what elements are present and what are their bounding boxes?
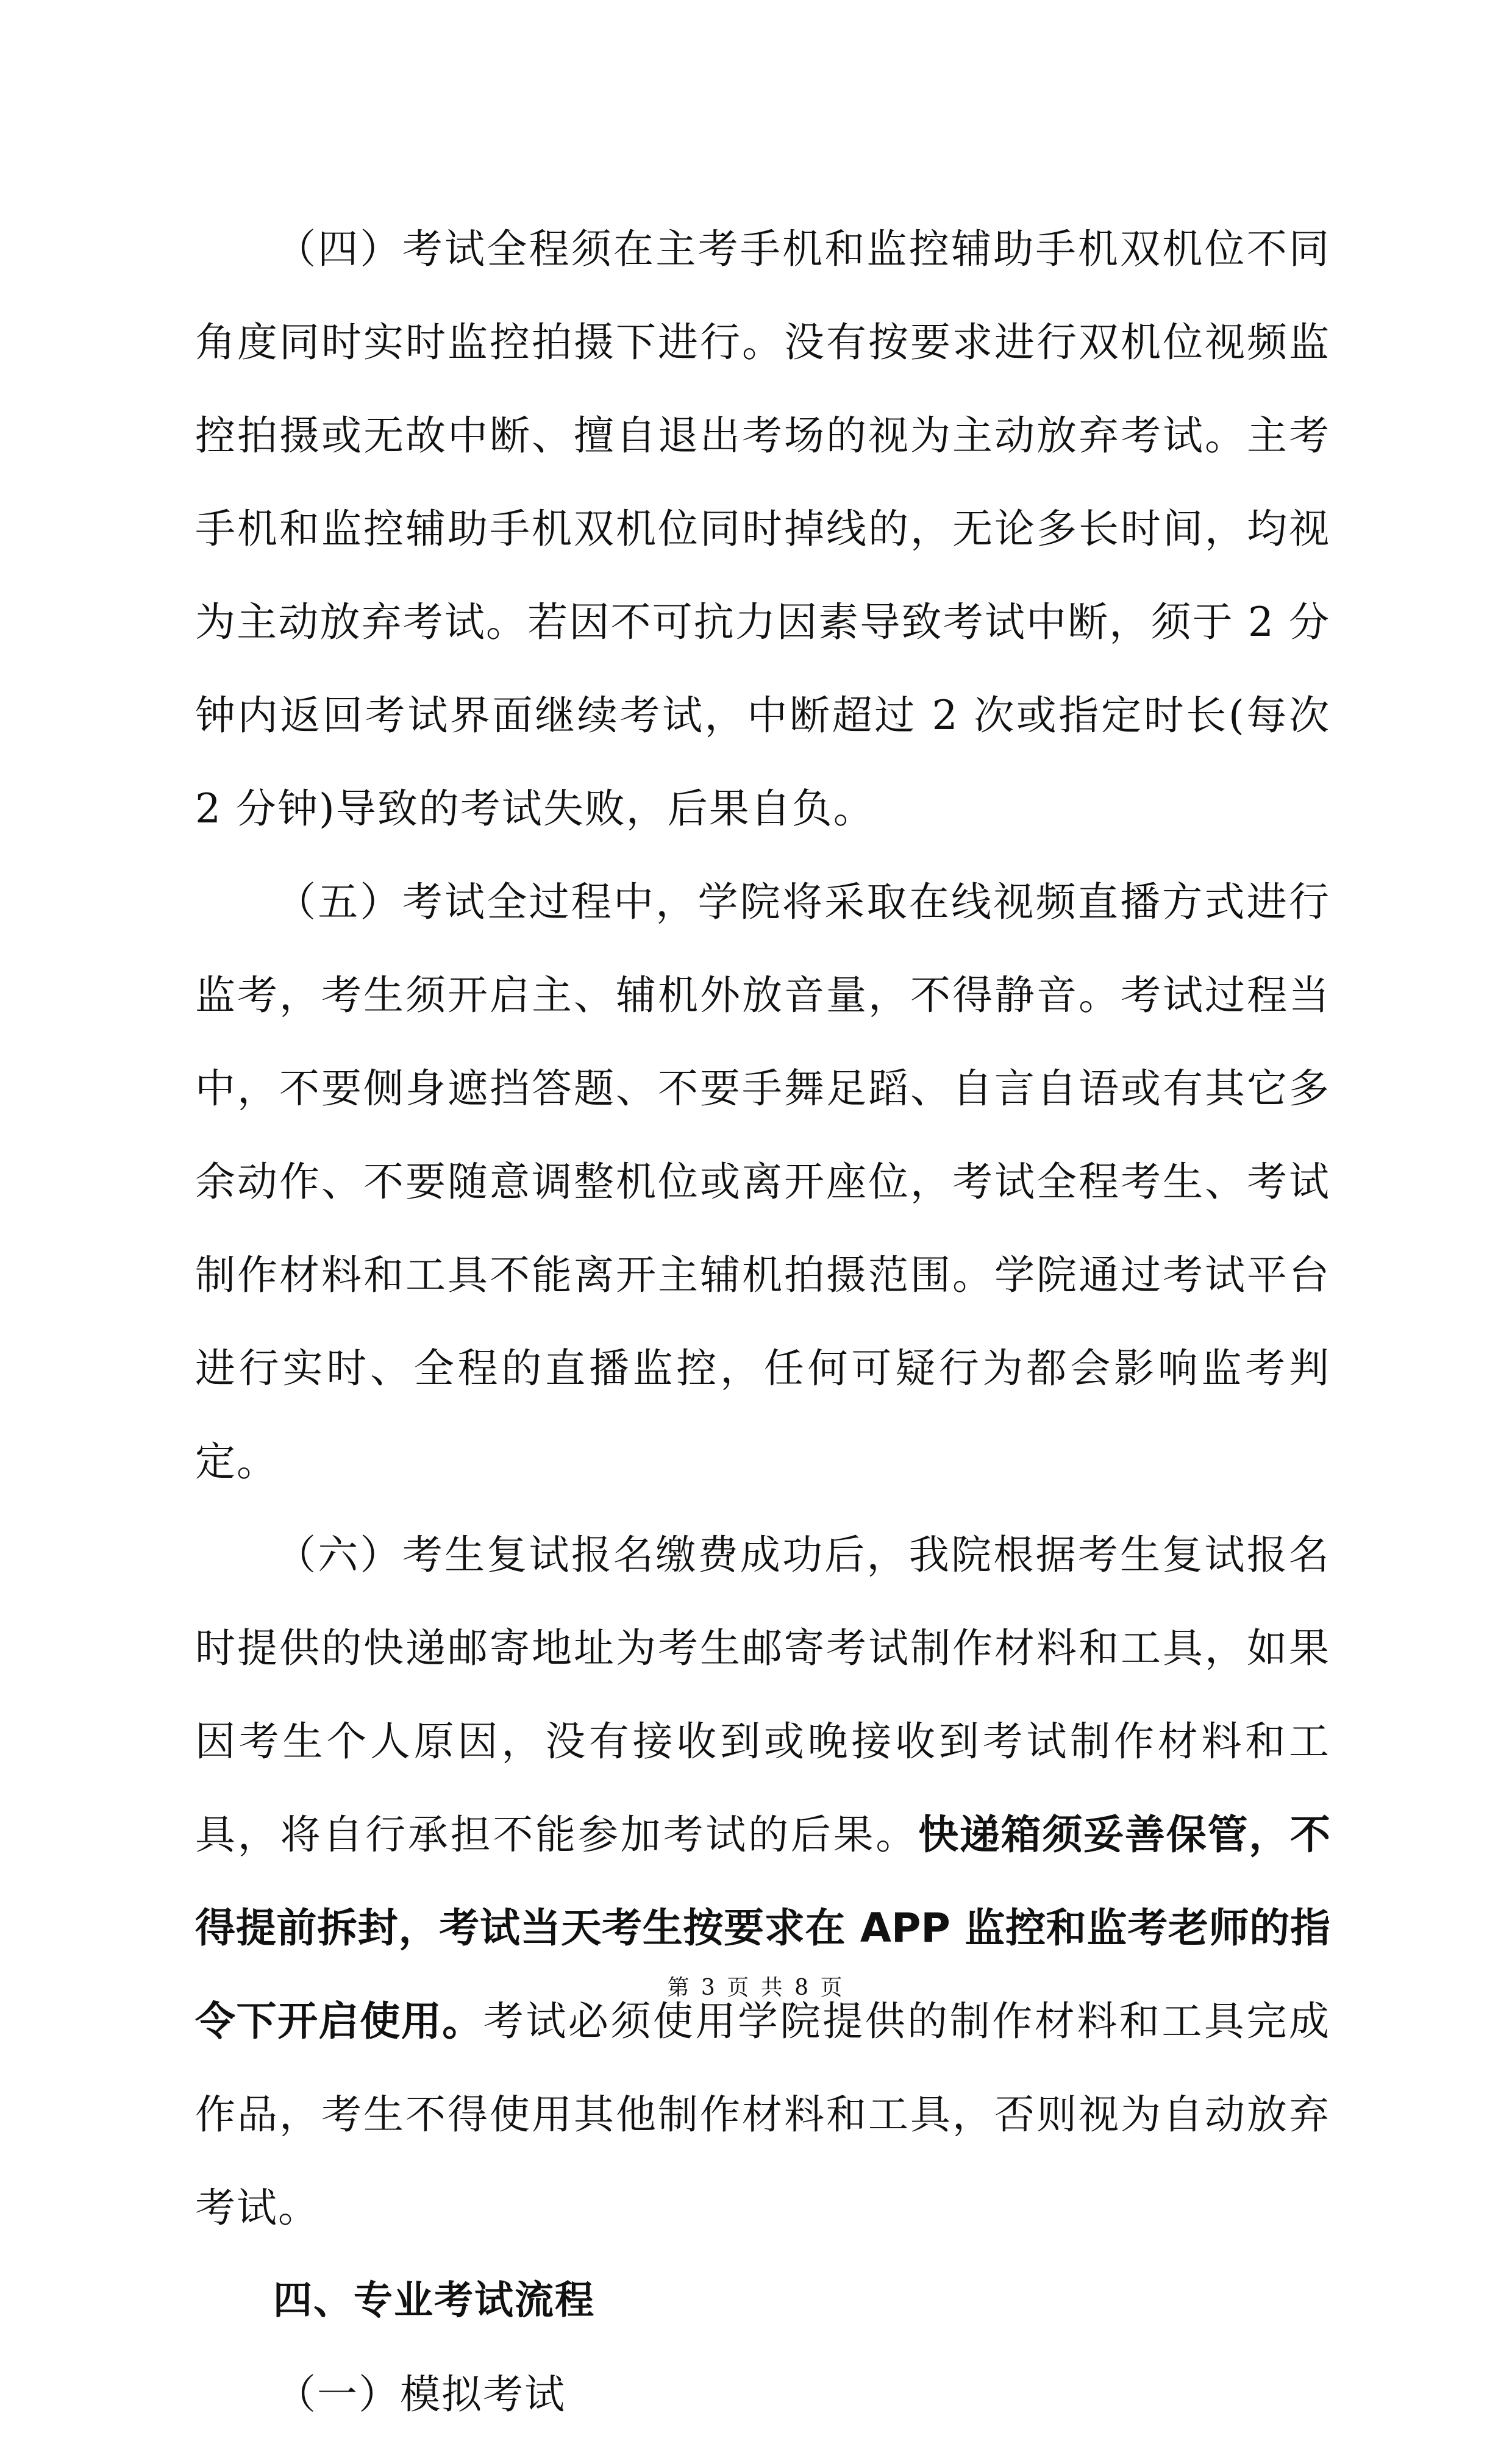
paragraph-6-bold-notice: 快递箱须妥善保管，不得提前拆封，考试当天考生按要求在 APP 监控和监考老师的指令下开启使用。: [195, 1811, 1331, 2045]
paragraph-6-text-b: 考试必须使用学院提供的制作材料和工具完成作品，考生不得使用其他制作材料和工具，否则视为自动放弃考试。: [195, 1998, 1331, 2231]
paragraph-6: [195, 1508, 1330, 2254]
section-heading: 四、专业考试流程: [273, 2278, 595, 2323]
subsection-heading: （一）模拟考试: [276, 2371, 566, 2418]
paragraph-6-text-a: （六）考生复试报名缴费成功后，我院根据考生复试报名时提供的快递邮寄地址为考生邮寄考试制作材料和工具，如果因考生个人原因，没有接收到或晚接收到考试制作材料和工具，将自行承担不能参加考试的后果。: [195, 1531, 1330, 1858]
paragraph-5: （五）考试全过程中，学院将采取在线视频直播方式进行监考，考生须开启主、辅机外放音量，不得静音。考试过程当中，不要侧身遮挡答题、不要手舞足蹈、自言自语或有其它多余动作、不要随意调整机位或离开座位，考试全程考生、考试制作材料和工具不能离开主辅机拍摄范围。学院通过考试平台进行实时、全程的直播监控，任何可疑行为都会影响监考判定。: [195, 878, 1330, 1485]
paragraph-4: （四）考试全程须在主考手机和监控辅助手机双机位不同角度同时实时监控拍摄下进行。没有按要求进行双机位视频监控拍摄或无故中断、擅自退出考场的视为主动放弃考试。主考手机和监控辅助手机双机位同时掉线的，无论多长时间，均视为主动放弃考试。若因不可抗力因素导致考试中断，须于 2 分钟内返回考试界面继续考试，中断超过 2 次或指定时长(每次 2 分钟)导致的考试失败，后果自负。: [195, 226, 1330, 832]
body-text: [195, 202, 1330, 2441]
page-number-footer: 第 3 页 共 8 页: [667, 1975, 845, 2000]
